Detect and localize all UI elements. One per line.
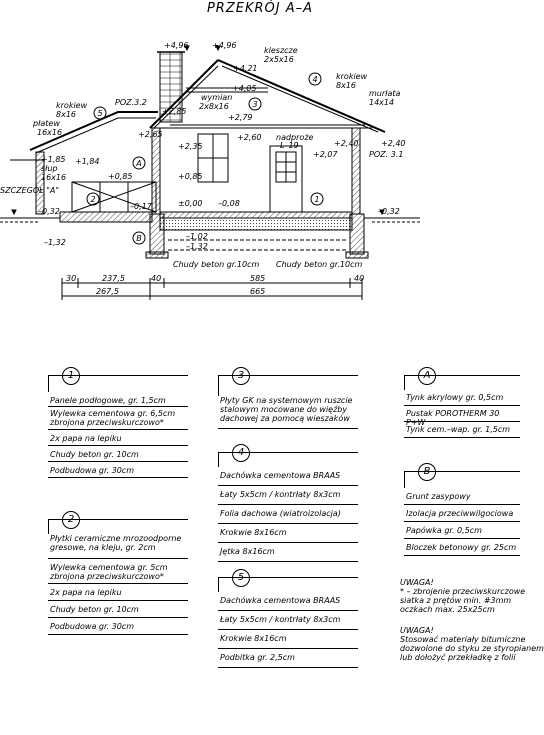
elev-185: +1,85 bbox=[41, 155, 66, 164]
notes bbox=[400, 578, 544, 662]
elev-285: +2,85 bbox=[162, 107, 187, 116]
label-krokiew-left: krokiew bbox=[56, 101, 88, 110]
elev-132b: –1,32 bbox=[44, 238, 66, 247]
elev-000: ±0,00 bbox=[178, 199, 203, 208]
foundation-right bbox=[350, 214, 364, 254]
section-title: PRZEKRÓJ A–A bbox=[206, 1, 314, 16]
floor-slab bbox=[160, 212, 352, 218]
elev-260: +2,60 bbox=[237, 133, 262, 142]
elev-chimney-top: +4,96 bbox=[164, 41, 189, 50]
label-chudy-1: Chudy beton gr.10cm bbox=[173, 260, 260, 269]
dim-665: 665 bbox=[250, 287, 266, 296]
label-poz32: POZ.3.2 bbox=[115, 98, 147, 107]
label-krokiew-right-dim: 8x16 bbox=[336, 81, 357, 90]
tag-4: 4 bbox=[312, 75, 318, 84]
tag-a: A bbox=[136, 159, 142, 168]
legend-4: Dachówka cementowa BRAAS Łaty 5x5cm / kontrłaty 8x3cm Folia dachowa (wiatroizolacja) Krokwie 8x16cm Jętka 8x16cm bbox=[218, 452, 358, 562]
label-krokiew-left-dim: 8x16 bbox=[56, 110, 77, 119]
elev-017: –0,17 bbox=[130, 202, 152, 211]
elev-405: +4,05 bbox=[232, 84, 257, 93]
elev-265: +2,65 bbox=[138, 130, 163, 139]
foundation-left bbox=[150, 214, 164, 254]
elev-279: +2,79 bbox=[228, 113, 253, 122]
tag-3: 3 bbox=[252, 100, 258, 109]
label-platew-dim: 16x16 bbox=[37, 128, 63, 137]
label-wymian: wymian bbox=[201, 93, 233, 102]
label-nadproze-dim: L–19 bbox=[280, 141, 299, 150]
left-wall bbox=[152, 128, 160, 214]
legend-2-circle: 2 bbox=[62, 511, 80, 529]
label-nadproze: nadproże bbox=[276, 133, 314, 142]
dim-585: 585 bbox=[250, 274, 266, 283]
label-poz31: POZ. 3.1 bbox=[369, 150, 404, 159]
legend-a: Tynk akrylowy gr. 0,5cm Pustak POROTHERM 30 P+W Tynk cem.–wap. gr. 1,5cm bbox=[404, 375, 520, 438]
elev-240a: +2,40 bbox=[334, 139, 359, 148]
elev-085a: +0,85 bbox=[178, 172, 203, 181]
tag-b: B bbox=[136, 234, 142, 243]
tag-1: 1 bbox=[314, 195, 320, 204]
tag-5: 5 bbox=[97, 109, 103, 118]
label-slup: słup bbox=[41, 164, 58, 173]
note-1a: * – zbrojenie przeciwskurczowe bbox=[400, 587, 526, 596]
elev-008: –0,08 bbox=[218, 199, 240, 208]
dim-40a: 40 bbox=[151, 274, 162, 283]
legend-4-circle: 4 bbox=[232, 444, 250, 462]
elev-207: +2,07 bbox=[313, 150, 338, 159]
label-platew: płatew bbox=[33, 119, 60, 128]
label-slup-dim: 16x16 bbox=[41, 173, 67, 182]
dim-2375: 237,5 bbox=[102, 274, 125, 283]
label-krokiew-right: krokiew bbox=[336, 72, 368, 81]
elev-421: +4,21 bbox=[233, 64, 258, 73]
elev-102: –1,02 bbox=[186, 232, 208, 241]
legend-b-circle: B bbox=[418, 463, 436, 481]
note-1c: oczkach max. 25x25cm bbox=[400, 605, 495, 614]
label-murlata-dim: 14x14 bbox=[369, 98, 395, 107]
note-uwaga-1: UWAGA! bbox=[400, 578, 434, 587]
dim-40b: 40 bbox=[354, 274, 365, 283]
note-uwaga-2: UWAGA! bbox=[400, 626, 434, 635]
legend-3-circle: 3 bbox=[232, 367, 250, 385]
tag-2: 2 bbox=[90, 195, 96, 204]
elev-235: +2,35 bbox=[178, 142, 203, 151]
dim-30: 30 bbox=[66, 274, 77, 283]
legend-1: Panele podłogowe, gr. 1,5cm Wylewka cementowa gr. 6,5cm zbrojona przeciwskurczowo* 2x papa na lepiku Chudy beton gr. 10cm Podbudowa gr. 30cm bbox=[48, 375, 188, 478]
elev-085b: +0,85 bbox=[108, 172, 133, 181]
elev-132a: –1,32 bbox=[186, 242, 208, 251]
note-2c: lub dołożyć przekładkę z folii bbox=[400, 653, 516, 662]
note-2a: Stosować materiały bitumiczne bbox=[400, 635, 526, 644]
note-1b: siatka z prętów min. #3mm bbox=[400, 596, 512, 605]
legend-a-circle: A bbox=[418, 367, 436, 385]
elev-184: +1,84 bbox=[75, 157, 100, 166]
legend-5: Dachówka cementowa BRAAS Łaty 5x5cm / kontrłaty 8x3cm Krokwie 8x16cm Podbitka gr. 2,5cm bbox=[218, 577, 358, 668]
legend-3: Płyty GK na systemowym ruszcie stalowym mocowane do więźby dachowej za pomocą wieszaków bbox=[218, 375, 358, 429]
dim-2675: 267,5 bbox=[96, 287, 119, 296]
label-murlata: murłata bbox=[369, 89, 401, 98]
label-chudy-2: Chudy beton gr.10cm bbox=[276, 260, 363, 269]
legend-2: Płytki ceramiczne mrozoodporne gresowe, na kleju, gr. 2cm Wylewka cementowa gr. 5cm zbrojona przeciwskurczowo* 2x papa na lepiku Chudy beton gr. 10cm Podbudowa gr. 30cm bbox=[48, 519, 188, 635]
legend-1-circle: 1 bbox=[62, 367, 80, 385]
legend-b: Grunt zasypowy Izolacja przeciwwilgociowa Papówka gr. 0,5cm Bloczek betonowy gr. 25cm bbox=[404, 471, 520, 556]
note-2b: dozwolone do styku ze styropianem bbox=[400, 644, 544, 653]
elev-032b: –0,32 bbox=[378, 207, 400, 216]
label-kleszcze-dim: 2x5x16 bbox=[264, 55, 294, 64]
label-kleszcze: kleszcze bbox=[264, 46, 298, 55]
elev-240b: +2,40 bbox=[381, 139, 406, 148]
label-wymian-dim: 2x8x16 bbox=[199, 102, 229, 111]
elev-032a: –0,32 bbox=[38, 207, 60, 216]
legend-5-circle: 5 bbox=[232, 569, 250, 587]
label-szczegol: SZCZEGÓŁ "A" bbox=[0, 186, 60, 195]
elev-ridge: +4,96 bbox=[212, 41, 237, 50]
